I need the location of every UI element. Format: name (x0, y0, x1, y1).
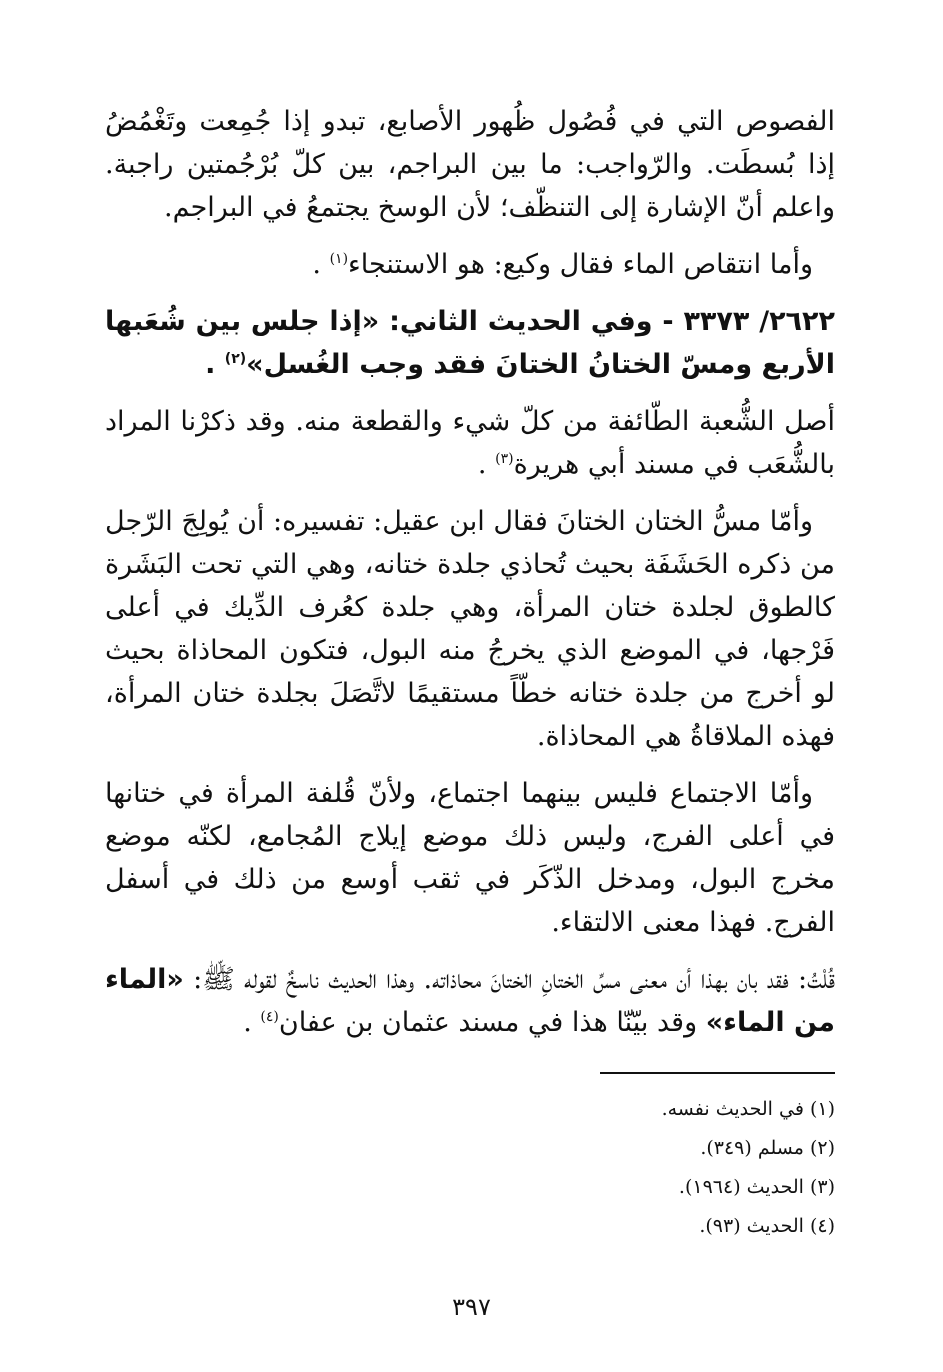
footnote-ref-2[interactable]: (٢) (224, 351, 247, 367)
hadith-text: ٢٦٢٢/ ٣٣٧٣ - وفي الحديث الثاني: «إذا جلس بين شُعَبها الأربع ومسّ الختانُ الختانَ فقد وجب الغُسل» (105, 306, 835, 380)
paragraph-1 (105, 100, 835, 229)
paragraph-6-text-after: وقد بيّنّا هذا في مسند عثمان بن عفان (278, 1007, 706, 1038)
footnote-4: (٤) الحديث (٩٣). (699, 1215, 835, 1237)
footnote-divider (600, 1072, 835, 1074)
paragraph-6-text-before: قُلْتُ: فقد بان بهذا أن معنى مسِّ الختانِ الختانَ محاذاته. وهذا الحديث ناسخٌ لقوله ﷺ: (183, 964, 835, 995)
page-number: ٣٩٧ (452, 1293, 491, 1321)
footnote-3: (٣) الحديث (١٩٦٤). (678, 1176, 835, 1198)
footnote-2: (٢) مسلم (٣٤٩). (700, 1137, 835, 1159)
paragraph-6-tail: . (243, 1007, 252, 1038)
hadith-tail: . (205, 349, 216, 380)
bold-quote: «الماء من الماء» (105, 964, 835, 1038)
footnotes (435, 1090, 835, 1246)
paragraph-2-tail: . (312, 249, 321, 280)
paragraph-4 (105, 500, 835, 758)
footnote-ref-4[interactable]: (٤) (260, 1009, 279, 1025)
paragraph-3-text: أصل الشُّعبة الطّائفة من كلّ شيء والقطعة منه. وقد ذكرْنا المراد بالشُّعَب في مسند أبي هريرة (105, 406, 835, 480)
main-text (105, 100, 835, 1058)
paragraph-4-text: وأمّا مسُّ الختان الختانَ فقال ابن عقيل: تفسيره: أن يُولِجَ الرّجل من ذكره الحَشَفَة بحيث تُحاذي جلدة ختانه، وهي التي تحت البَشَرة كالطوق لجلدة ختان المرأة، وهي جلدة كعُرف الدِّيك في أعلى فَرْجها، في الموضع الذي يخرجُ منه البول، فتكون المحاذاة بحيث لو أخرج من جلدة ختانه خطّاً مستقيمًا لاتَّصَلَ بجلدة ختان المرأة، فهذه الملاقاةُ هي المحاذاة. (105, 506, 835, 752)
footnote-ref-3[interactable]: (٣) (495, 451, 514, 467)
paragraph-5 (105, 772, 835, 944)
paragraph-5-text: وأمّا الاجتماع فليس بينهما اجتماع، ولأنّ قُلفة المرأة في ختانها في أعلى الفرج، وليس ذلك موضع إيلاج المُجامع، لكنّه موضع مخرج البول، ومدخل الذّكَر في ثقب أوسع من ذلك في أسفل الفرج. فهذا معنى الالتقاء. (105, 778, 835, 938)
paragraph-3-tail: . (477, 449, 487, 480)
paragraph-3 (105, 400, 835, 486)
footnote-1: (١) في الحديث نفسه. (661, 1098, 835, 1120)
paragraph-1-text: الفصوص التي في فُصُول ظُهور الأصابع، تبدو إذا جُمِعت وتَغْمُضُ إذا بُسطَت. والرّواجب: ما بين البراجم، بين كلّ بُرْجُمتين راجبة. واعلم أنّ الإشارة إلى التنظّف؛ لأن الوسخ يجتمعُ في البراجم. (105, 106, 835, 223)
paragraph-6 (105, 958, 835, 1044)
paragraph-2-text: وأما انتقاص الماء فقال وكيع: هو الاستنجاء (348, 249, 813, 280)
hadith-heading (105, 300, 835, 386)
paragraph-2 (105, 243, 835, 286)
footnote-ref-1[interactable]: (١) (329, 251, 349, 267)
